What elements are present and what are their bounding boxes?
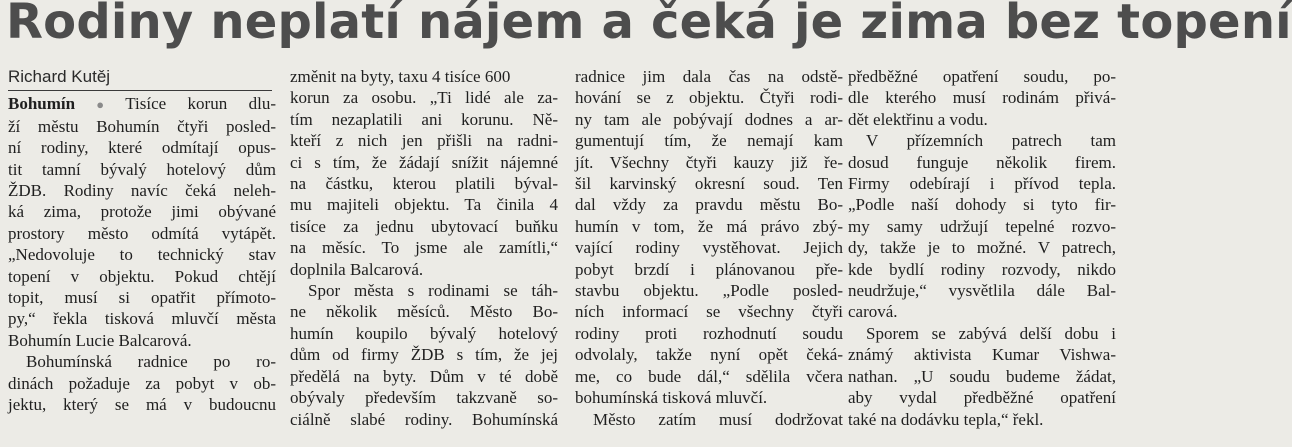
byline [8, 66, 276, 87]
text-line [8, 93, 276, 115]
text-line: známý aktivista Kumar Vishwa- [848, 345, 1116, 365]
text-line: carová. [848, 302, 898, 322]
text-line: ní rodiny, které odmítají opus- [8, 138, 276, 158]
text-line: předělá na byty. Dům v té době [290, 366, 558, 386]
text-line: me, co bude dál,“ sdělila včera [575, 366, 843, 386]
article-column-3 [575, 66, 843, 430]
article-column-1 [8, 66, 276, 415]
bullet-icon: ● [79, 97, 122, 113]
text-line: dům od firmy ŽDB s tím, že jej [290, 345, 558, 365]
text-line: mu majiteli objektu. Ta činila 4 [290, 195, 558, 215]
text-line: odvolaly, takže nyní opět čeká- [575, 345, 843, 365]
text-line: změnit na byty, taxu 4 tisíce 600 [290, 67, 511, 86]
text-line: dinách požaduje za pobyt v ob- [8, 373, 276, 393]
text-line: topení v objektu. Pokud chtějí [8, 266, 276, 286]
text-line: ních informací se všechny čtyři [575, 302, 843, 322]
text-line: „Nedovoluje to technický stav [8, 245, 276, 265]
text-line: prostory město odmítá vytápět. [8, 223, 276, 243]
text-line: neudržuje,“ vysvětlila dále Bal- [848, 281, 1116, 301]
text-line: radnice jim dala čas na odstě- [575, 67, 843, 86]
text-line: Sporem se zabývá delší dobu i [866, 323, 1116, 343]
text-line: Město zatím musí dodržovat [593, 409, 843, 429]
text-line: Firmy odebírají i přívod tepla. [848, 174, 1116, 194]
text-line: ŽDB. Rodiny navíc čeká neleh- [8, 181, 276, 201]
text-line: dal vždy za pravdu městu Bo- [575, 195, 843, 215]
author-name: Richard Kutěj [8, 67, 111, 86]
text-line: dosud funguje několik firem. [848, 152, 1116, 172]
text-line: pobyt brzdí i plánovanou pře- [575, 259, 843, 279]
text-line: dět elektřinu a vodu. [848, 109, 988, 129]
article-column-4 [848, 66, 1116, 430]
text-line: šil karvinský okresní soud. Ten [575, 174, 843, 194]
text-line: dy, takže je to možné. V patrech, [848, 238, 1116, 258]
text-line: Bohumínská radnice po ro- [26, 352, 276, 372]
text-line: tisíce za jednu ubytovací buňku [290, 216, 558, 236]
text-line: Spor města s rodinami se táh- [308, 281, 558, 301]
text-line: nathan. „U soudu budeme žádat, [848, 366, 1116, 386]
text-line: Bohumín Lucie Balcarová. [8, 330, 192, 350]
article-column-2 [290, 66, 558, 430]
text-line: kteří z nich jen přišli na radni- [290, 131, 558, 151]
text-line: V přízemních patrech tam [866, 131, 1116, 151]
text-line: stavbu objektu. „Podle posled- [575, 281, 843, 301]
text-line: humín koupilo bývalý hotelový [290, 323, 558, 343]
dateline-place: Bohumín [8, 94, 76, 114]
text-line: ká zima, protože jimi obývané [8, 202, 276, 222]
article-headline: Rodiny neplatí nájem a čeká je zima bez topení [6, 0, 1292, 50]
text-line: na měsíc. To jsme ale zamítli,“ [290, 238, 558, 258]
text-line: vající rodiny vystěhovat. Jejich [575, 238, 843, 258]
lead-text: Tisíce korun dlu- [125, 94, 276, 114]
text-line: my samy udržují tepelné rozvo- [848, 216, 1116, 236]
text-line: aby vydal předběžné opatření [848, 388, 1116, 408]
text-line: gumentují tím, že nemají kam [575, 131, 843, 151]
text-line: jít. Všechny čtyři kauzy již ře- [575, 152, 843, 172]
text-line: kde bydlí rodiny rozvody, nikdo [848, 259, 1116, 279]
text-line: py,“ řekla tisková mluvčí města [8, 309, 276, 329]
text-line: dle kterého musí rodinám přivá- [848, 88, 1116, 108]
text-line: tím nezaplatili ani korunu. Ně- [290, 109, 558, 129]
text-line: korun za osobu. „Ti lidé ale za- [290, 88, 558, 108]
text-line: rodiny proti rozhodnutí soudu [575, 323, 843, 343]
text-line: topit, musí si opatřit přímoto- [8, 288, 276, 308]
text-line: předběžné opatření soudu, po- [848, 67, 1116, 86]
text-line: ci s tím, že žádají snížit nájemné [290, 152, 558, 172]
text-line: doplnila Balcarová. [290, 259, 424, 279]
text-line: tit tamní bývalý hotelový dům [8, 159, 276, 179]
text-line: jektu, který se má v budoucnu [8, 395, 276, 415]
text-line: také na dodávku tepla,“ řekl. [848, 409, 1044, 429]
text-line: ne několik měsíců. Město Bo- [290, 302, 558, 322]
text-line: humín v tom, že má právo zbý- [575, 216, 843, 236]
text-line: bohumínská tisková mluvčí. [575, 388, 768, 408]
text-line: obývaly především takzvaně so- [290, 388, 558, 408]
text-line: hování se z objektu. Čtyři rodi- [575, 88, 843, 108]
text-line: na částku, kterou platili býval- [290, 174, 558, 194]
text-line: ciálně slabé rodiny. Bohumínská [290, 409, 558, 429]
text-line: ží městu Bohumín čtyři posled- [8, 116, 276, 136]
text-line: „Podle naší dohody si tyto fir- [848, 195, 1116, 215]
text-line: ny tam ale pobývají dodnes a ar- [575, 109, 843, 129]
